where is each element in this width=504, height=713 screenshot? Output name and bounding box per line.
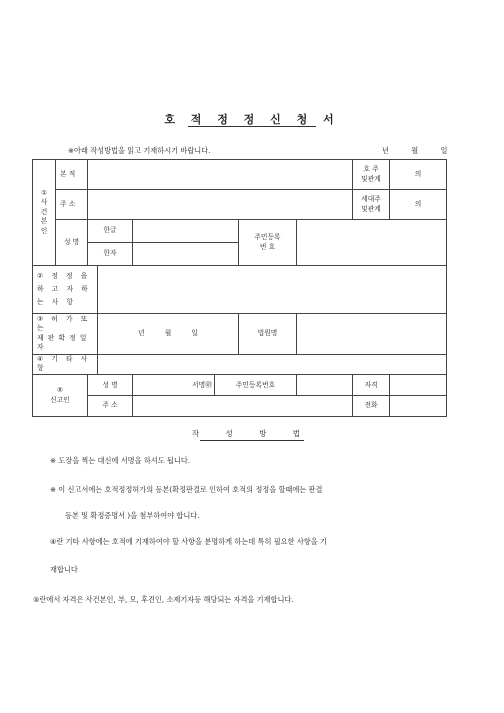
saedaeju-label-1: 세대주 bbox=[361, 195, 381, 204]
s5-name-label: 성 명 bbox=[88, 375, 133, 396]
instruction-4: ④란 기타 사항에는 호적에 기재하여야 할 사항을 분명하게 하는데 특히 필요한 사항을 기 bbox=[50, 537, 327, 546]
sec2-text: ② 정 정 을 하 고 자 하 는 사 항 bbox=[37, 272, 88, 306]
sec1-number: ① bbox=[40, 188, 48, 197]
jumin-label-2: 번 호 bbox=[259, 242, 276, 251]
instruction-5: 재합니다 bbox=[50, 565, 78, 574]
date-field[interactable]: 년 월 일 bbox=[382, 146, 448, 155]
sec3-label bbox=[33, 313, 98, 354]
sec2-field[interactable] bbox=[98, 266, 447, 314]
s5-phone-field[interactable] bbox=[390, 396, 447, 417]
s5-addr-label: 주 소 bbox=[88, 396, 133, 417]
s5-jumin-field[interactable] bbox=[297, 375, 353, 396]
name-label: 성 명 bbox=[56, 220, 88, 266]
hoju-label bbox=[353, 160, 390, 190]
juso-field[interactable] bbox=[88, 190, 353, 220]
instructions-heading: 작 성 방 법 bbox=[191, 429, 313, 438]
juso-label: 주 소 bbox=[56, 190, 88, 220]
s5-qual-field[interactable] bbox=[390, 375, 447, 396]
sec4-label: ④ 기 타 사 항 bbox=[33, 354, 98, 375]
hoju-field[interactable] bbox=[390, 160, 447, 190]
hanja-field[interactable] bbox=[133, 243, 239, 266]
s5-addr-field[interactable] bbox=[133, 396, 353, 417]
court-field[interactable] bbox=[297, 313, 447, 354]
sec3-date[interactable]: 년 월 일 bbox=[98, 313, 239, 354]
sec3-label-1: ③ 허 가 또 는 bbox=[37, 314, 88, 333]
sec5-label: 신고인 bbox=[50, 395, 70, 404]
jumin-label-1: 주민등록 bbox=[254, 233, 281, 242]
sec5-number: ⑤ bbox=[56, 386, 64, 395]
s5-qual-label: 자격 bbox=[353, 375, 390, 396]
sec2-label bbox=[33, 266, 98, 314]
bonjeok-label: 본 적 bbox=[56, 160, 88, 190]
saedaeju-label bbox=[353, 190, 390, 220]
s5-sign[interactable]: 서명㊞ bbox=[133, 375, 215, 396]
hangeul-label: 한글 bbox=[88, 220, 133, 243]
hangeul-field[interactable] bbox=[133, 220, 239, 243]
court-label: 법원명 bbox=[239, 313, 297, 354]
sec1-label: 사건본인 bbox=[40, 198, 48, 235]
instruction-1: ※ 도장을 찍는 대신에 서명을 하셔도 됩니다. bbox=[50, 456, 191, 465]
bonjeok-field[interactable] bbox=[88, 160, 353, 190]
instruction-6: ⑤란에서 자격은 사건본인, 부, 모, 후견인, 소제기자등 해당되는 자격을 기재합니다. bbox=[33, 595, 294, 604]
instructions-heading-underline bbox=[200, 440, 304, 441]
page-title: 호 적 정 정 신 청 서 bbox=[164, 113, 340, 126]
hoju-label-1: 호 주 bbox=[363, 165, 379, 174]
hanja-label: 한자 bbox=[88, 243, 133, 266]
jumin-label bbox=[239, 220, 297, 266]
sec3-label-2: 재 판 확 정 일 자 bbox=[37, 333, 87, 352]
saedaeju-label-2: 및관계 bbox=[361, 204, 381, 213]
jumin-field[interactable] bbox=[297, 220, 447, 266]
application-form bbox=[32, 159, 447, 417]
sec5-label-cell bbox=[33, 375, 88, 417]
saedaeju-suffix: 의 bbox=[414, 199, 422, 208]
instruction-3: 등본 및 확정증명서 )을 첨부하여야 합니다. bbox=[65, 511, 200, 520]
instruction-note: ※아래 작성방법을 읽고 기재하시기 바랍니다. bbox=[68, 146, 211, 155]
sec1-label-cell bbox=[33, 160, 56, 266]
hoju-label-2: 및관계 bbox=[361, 174, 381, 183]
instruction-2: ※ 이 신고서에는 호적정정허가의 등본(확정판결로 인하여 호적의 정정을 할때에는 판결 bbox=[50, 485, 323, 494]
sec4-field[interactable] bbox=[98, 354, 447, 375]
s5-phone-label: 전화 bbox=[353, 396, 390, 417]
s5-jumin-label: 주민등록번호 bbox=[215, 375, 297, 396]
title-underline bbox=[188, 126, 316, 127]
saedaeju-field[interactable] bbox=[390, 190, 447, 220]
hoju-suffix: 의 bbox=[414, 169, 422, 178]
